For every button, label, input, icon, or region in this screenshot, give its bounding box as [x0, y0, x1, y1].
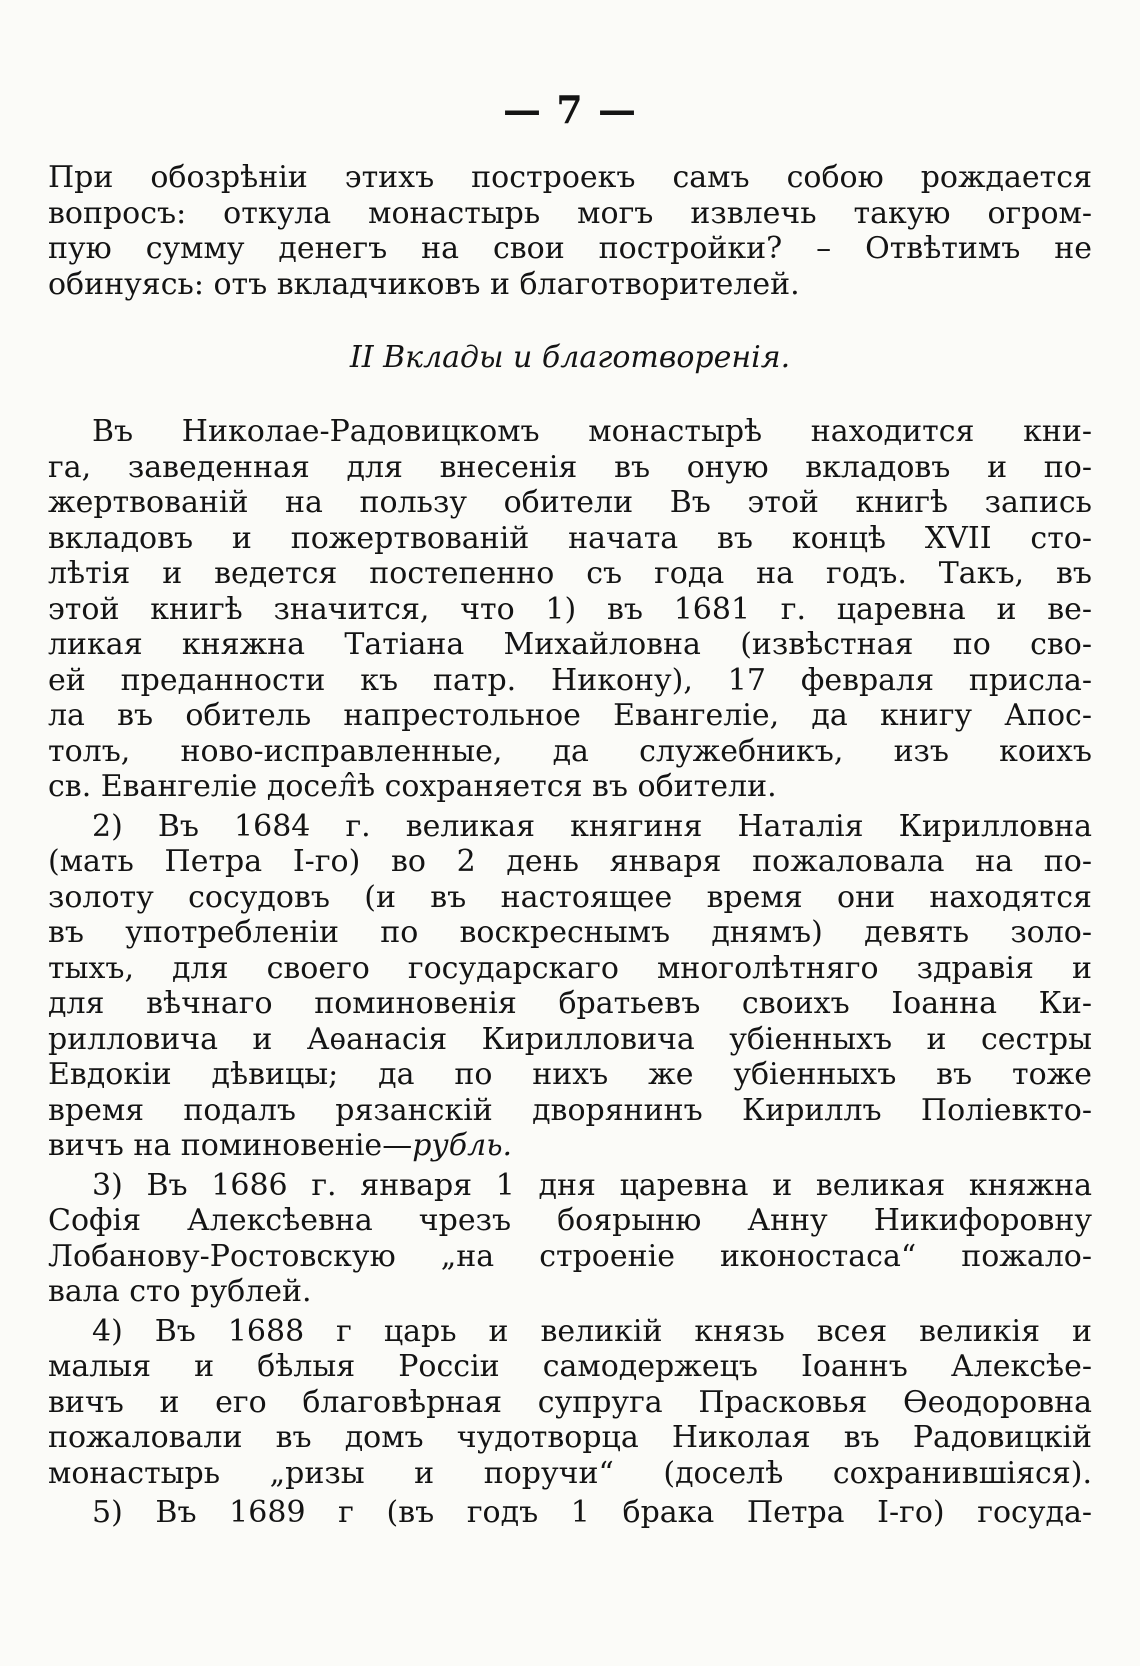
paragraph-2: [48, 809, 1092, 1164]
text-line: вичъ и его благовѣрная супруга Прасковья Ѳеодоровна: [48, 1384, 1092, 1420]
text-line: Лобанову-Ростовскую „на строеніе иконостаса“ пожало-: [48, 1238, 1092, 1274]
text-line: пую сумму денегъ на свои постройки? – Отвѣтимъ не: [48, 231, 1092, 266]
text-line: пожаловали въ домъ чудотворца Николая въ Радовицкій: [48, 1420, 1092, 1455]
text-line: 5) Въ 1689 г (въ годъ 1 брака Петра I-го) госуда-: [92, 1495, 1092, 1530]
text-line: 3) Въ 1686 г. января 1 дня царевна и великая княжна: [92, 1167, 1092, 1203]
intro-paragraph: [48, 160, 1092, 302]
text-line: ла въ обитель напрестольное Евангеліе, да книгу Апос-: [48, 698, 1092, 733]
text-line: св. Евангеліе досел̂ѣ сохраняется въ обители.: [48, 769, 777, 804]
text-line: [48, 1128, 1092, 1164]
text-line: Софія Алексѣевна чрезъ боярыню Анну Никифоровну: [48, 1203, 1092, 1238]
text-line: га, заведенная для внесенія въ оную вкладовъ и по-: [48, 449, 1092, 485]
section-title: II Вклады и благотворенія.: [349, 340, 791, 375]
text-line: вкладовъ и пожертвованій начата въ концѣ XVII сто-: [48, 520, 1092, 556]
text-line: толъ, ново-исправленные, да служебникъ, изъ коихъ: [48, 733, 1092, 769]
text-run: вичъ на поминовеніе—: [48, 1128, 413, 1163]
text-line: ликая княжна Татіана Михайловна (извѣстная по сво-: [48, 627, 1092, 662]
text-line: При обозрѣніи этихъ построекъ самъ собою рождается: [48, 160, 1092, 195]
italic-word: рубль.: [412, 1128, 513, 1163]
text-line: ей преданности къ патр. Никону), 17 февраля присла-: [48, 662, 1092, 698]
text-line: 4) Въ 1688 г царь и великій князь всея великія и: [92, 1313, 1092, 1349]
text-line: Въ Николае-Радовицкомъ монастырѣ находится кни-: [92, 414, 1092, 449]
paragraph-4: [48, 1314, 1092, 1492]
text-line: тыхъ, для своего государскаго многолѣтняго здравія и: [48, 950, 1092, 986]
text-line: (мать Петра I-го) во 2 день января пожаловала на по-: [48, 844, 1092, 879]
text-line: рилловича и Аѳанасія Кирилловича убіенныхъ и сестры: [48, 1021, 1092, 1057]
book-page: [48, 86, 1092, 1626]
text-line: малыя и бѣлыя Россіи самодержецъ Іоаннъ Алексѣе-: [48, 1349, 1092, 1384]
text-line: вала сто рублей.: [48, 1274, 312, 1309]
text-line: лѣтія и ведется постепенно съ года на годъ. Такъ, въ: [48, 556, 1092, 591]
text-line: для вѣчнаго поминовенія братьевъ своихъ Іоанна Ки-: [48, 986, 1092, 1021]
paragraph-1: [48, 414, 1092, 805]
text-line: въ употребленіи по воскреснымъ днямъ) девять золо-: [48, 915, 1092, 950]
page-number: — 7 —: [503, 87, 637, 132]
text-line: время подалъ рязанскій дворянинъ Кириллъ Поліевкто-: [48, 1092, 1092, 1128]
paragraph-3: [48, 1168, 1092, 1310]
text-line: монастырь „ризы и поручи“ (доселѣ сохранившіяся).: [48, 1455, 1092, 1491]
paragraph-5: [48, 1495, 1092, 1531]
text-line: золоту сосудовъ (и въ настоящее время они находятся: [48, 879, 1092, 915]
text-line: вопросъ: откула монастырь могъ извлечь такую огром-: [48, 195, 1092, 231]
text-line: Евдокіи дѣвицы; да по нихъ же убіенныхъ въ тоже: [48, 1057, 1092, 1092]
text-line: жертвованій на пользу обители Въ этой книгѣ запись: [48, 485, 1092, 520]
text-line: 2) Въ 1684 г. великая княгиня Наталія Кирилловна: [92, 808, 1092, 844]
text-line: обинуясь: отъ вкладчиковъ и благотворителей.: [48, 266, 800, 302]
text-line: этой книгѣ значится, что 1) въ 1681 г. царевна и ве-: [48, 591, 1092, 627]
